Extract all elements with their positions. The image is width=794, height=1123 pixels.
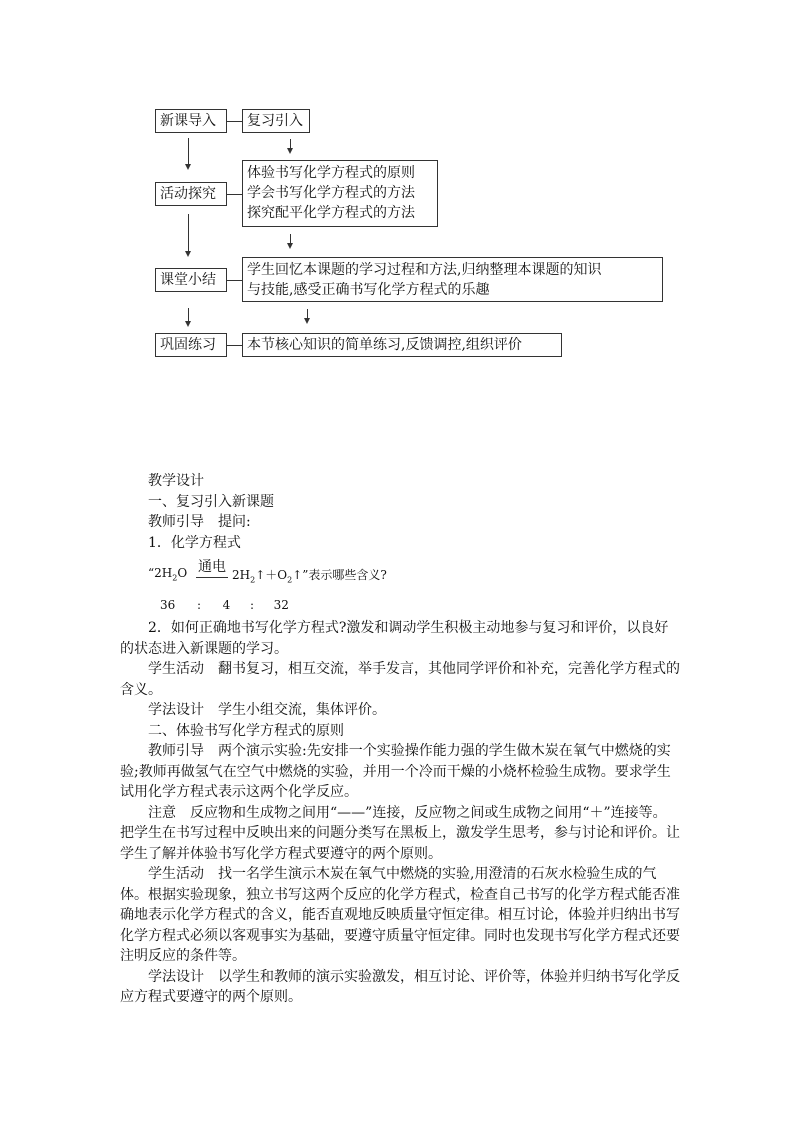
connector-line [227, 194, 242, 195]
arrow-down-icon [185, 251, 191, 257]
formula-open: “2H [148, 566, 173, 580]
flow-detail-explore [242, 160, 438, 227]
flow-detail-line: 与技能,感受正确书写化学方程式的乐趣 [247, 282, 490, 298]
ratio-value: 36 [160, 598, 176, 612]
teacher-guide-2: 教师引导 两个演示实验:先安排一个实验操作能力强的学生做木炭在氧气中燃烧的实验;教师再做氢气在空气中燃烧的实验，并用一个冷而干燥的小烧杯检验生成物。要求学生试用化学方程式表示这两个化学反应。 [120, 743, 671, 800]
flow-step-intro [155, 109, 227, 133]
lesson-design-continued [120, 618, 680, 1008]
flow-detail-line: 探究配平化学方程式的方法 [247, 205, 415, 221]
question-1: 1．化学方程式 [148, 534, 241, 551]
flow-detail-line: 体验书写化学方程式的原则 [247, 165, 415, 181]
flow-step-summary [155, 268, 227, 292]
formula-up: ↑＋O [255, 568, 288, 582]
flow-detail-line: 复习引入 [247, 113, 303, 129]
connector-line [227, 280, 242, 281]
flow-detail-line: 学生回忆本课题的学习过程和方法,归纳整理本课题的知识 [247, 262, 602, 278]
method-design-2: 学法设计 以学生和教师的演示实验激发，相互讨论、评价等，体验并归纳书写化学反应方程式要遵守的两个原则。 [120, 968, 680, 1005]
formula-tail: ↑”表示哪些含义? [292, 568, 387, 582]
flow-step-label: 巩固练习 [160, 337, 216, 353]
student-activity-1: 学生活动 翻书复习，相互交流，举手发言，其他同学评价和补充，完善化学方程式的含义。 [120, 661, 680, 698]
arrow-down-icon [304, 318, 310, 324]
formula-product: 2H [232, 568, 251, 582]
chemical-equation [148, 556, 448, 596]
section-heading: 二、体验书写化学方程式的原则 [148, 722, 344, 739]
ratio-value: 4 [222, 598, 231, 612]
ratio-sep: : [196, 598, 201, 612]
section-heading: 一、复习引入新课题 [148, 493, 274, 510]
flow-detail-line: 学会书写化学方程式的方法 [247, 185, 415, 201]
formula-sub: 2 [250, 575, 256, 585]
arrow-line [188, 138, 189, 165]
section-title: 教学设计 [148, 473, 204, 489]
lesson-design [120, 471, 680, 553]
flow-detail-practice [242, 333, 562, 357]
teacher-guide: 教师引导 提问: [148, 514, 251, 530]
flow-detail-summary [242, 257, 663, 302]
connector-line [227, 345, 242, 346]
arrow-line [188, 308, 189, 322]
arrow-down-icon [185, 321, 191, 327]
flow-detail-intro [242, 109, 310, 133]
ratio-value: 32 [273, 598, 289, 612]
reaction-equals-line [196, 577, 228, 578]
arrow-down-icon [287, 148, 293, 154]
flow-step-label: 活动探究 [160, 186, 216, 202]
flow-step-practice [155, 333, 227, 357]
ratio-sep: : [249, 598, 254, 612]
method-design-1: 学法设计 学生小组交流，集体评价。 [148, 702, 386, 718]
arrow-line [188, 214, 189, 252]
note-paragraph: 注意 反应物和生成物之间用“——”连接，反应物之间或生成物之间用“＋”连接等。把学生在书写过程中反映出来的问题分类写在黑板上，激发学生思考，参与讨论和评价。让学生了解并体验书写化学方程式要遵守的两个原则。 [120, 804, 680, 862]
arrow-down-icon [185, 164, 191, 170]
student-activity-2: 学生活动 找一名学生演示木炭在氧气中燃烧的实验,用澄清的石灰水检验生成的气体。根据实验现象，独立书写这两个反应的化学方程式，检查自己书写的化学方程式能否准确地表示化学方程式的含义，能否直观地反映质量守恒定律。相互讨论，体验并归纳出书写化学方程式必须以客观事实为基础，要遵守质量守恒定律。同时也发现书写化学方程式还要注明反应的条件等。 [120, 866, 680, 964]
formula-o: O [177, 566, 188, 580]
flow-step-label: 新课导入 [160, 113, 216, 129]
mass-ratio [160, 598, 289, 612]
flow-step-label: 课堂小结 [160, 272, 216, 288]
question-2: 2．如何正确地书写化学方程式?激发和调动学生积极主动地参与复习和评价，以良好的状态进入新课题的学习。 [120, 620, 669, 657]
formula-sub: 2 [287, 575, 293, 585]
connector-line [227, 121, 242, 122]
flow-detail-line: 本节核心知识的简单练习,反馈调控,组织评价 [247, 337, 522, 353]
flow-step-explore [155, 182, 227, 206]
arrow-down-icon [287, 243, 293, 249]
reaction-condition: 通电 [198, 559, 226, 575]
formula-sub: 2 [172, 573, 178, 583]
